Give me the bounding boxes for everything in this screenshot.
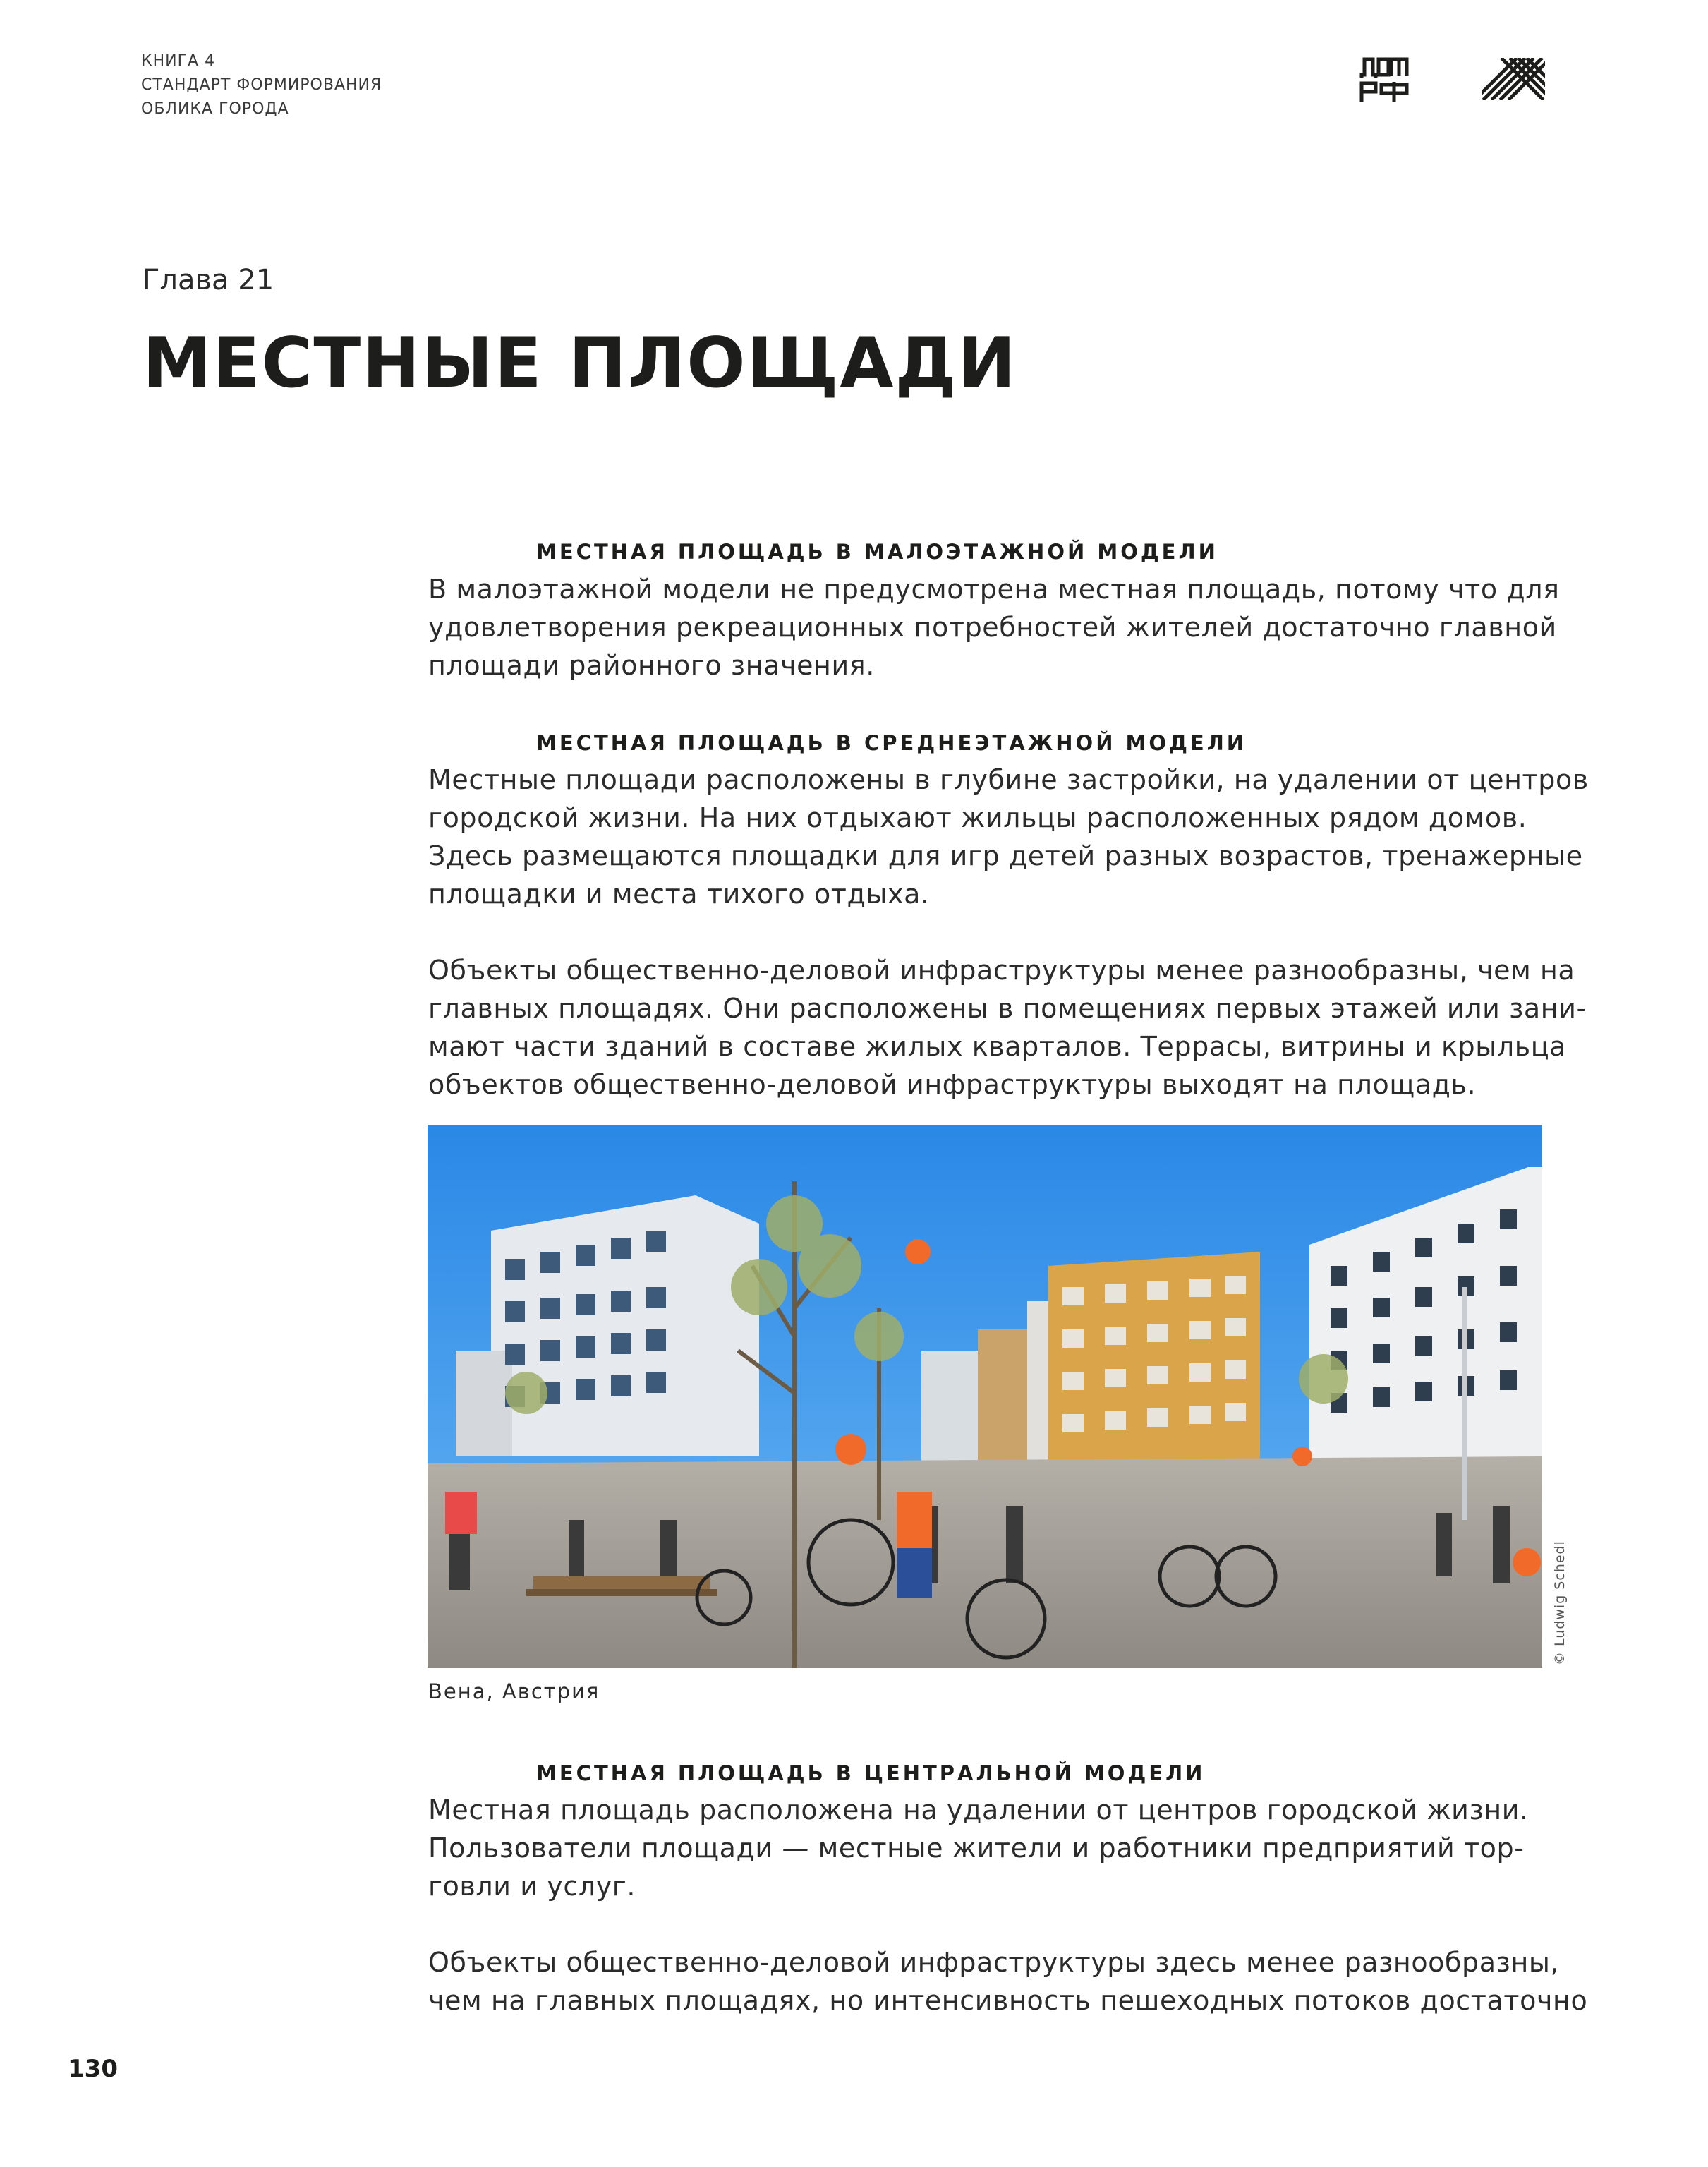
book-label-line-3: ОБЛИКА ГОРОДА xyxy=(141,100,289,118)
text-line: площади районного значения. xyxy=(428,650,875,681)
text-line: мают части зданий в составе жилых кварталов. Террасы, витрины и крыльца xyxy=(428,1031,1567,1062)
section-heading-mid-rise: МЕСТНАЯ ПЛОЩАДЬ В СРЕДНЕЭТАЖНОЙ МОДЕЛИ xyxy=(536,731,1247,755)
text-line: Местные площади расположены в глубине застройки, на удалении от центров xyxy=(428,764,1589,795)
page-number: 130 xyxy=(68,2055,118,2083)
street-photo-vienna xyxy=(428,1125,1542,1668)
text-line: Здесь размещаются площадки для игр детей разных возрастов, тренажерные xyxy=(428,840,1583,871)
photo-credit: © Ludwig Schedl xyxy=(1552,1540,1568,1665)
text-line: В малоэтажной модели не предусмотрена местная площадь, потому что для xyxy=(428,574,1560,605)
text-line: главных площадях. Они расположены в помещениях первых этажей или зани- xyxy=(428,993,1587,1024)
text-line: объектов общественно-деловой инфраструктуры выходят на площадь. xyxy=(428,1069,1477,1100)
dom-rf-logo xyxy=(1359,56,1410,103)
text-line: удовлетворения рекреационных потребностей жителей достаточно главной xyxy=(428,612,1557,643)
text-line: говли и услуг. xyxy=(428,1871,636,1902)
book-label-line-1: КНИГА 4 xyxy=(141,52,216,70)
paragraph-central-2 xyxy=(428,1943,1588,2020)
text-line: Объекты общественно-деловой инфраструктуры здесь менее разнообразны, xyxy=(428,1947,1560,1978)
section-heading-low-rise: МЕСТНАЯ ПЛОЩАДЬ В МАЛОЭТАЖНОЙ МОДЕЛИ xyxy=(536,540,1218,564)
text-line: чем на главных площадях, но интенсивность пешеходных потоков достаточно xyxy=(428,1985,1588,2016)
chapter-label: Глава 21 xyxy=(143,264,274,296)
text-line: Пользователи площади — местные жители и работники предприятий тор- xyxy=(428,1833,1525,1864)
text-line: городской жизни. На них отдыхают жильцы расположенных рядом домов. xyxy=(428,802,1527,833)
text-line: Объекты общественно-деловой инфраструктуры менее разнообразны, чем на xyxy=(428,955,1575,986)
paragraph-central-1 xyxy=(428,1791,1557,1905)
paragraph-low-rise xyxy=(428,570,1560,684)
photo-caption: Вена, Австрия xyxy=(428,1679,600,1703)
page-title: МЕСТНЫЕ ПЛОЩАДИ xyxy=(143,323,1017,404)
text-line: площадки и места тихого отдыха. xyxy=(428,879,930,910)
text-line: Местная площадь расположена на удалении от центров городской жизни. xyxy=(428,1794,1529,1825)
paragraph-mid-rise-2 xyxy=(428,951,1587,1104)
section-heading-central: МЕСТНАЯ ПЛОЩАДЬ В ЦЕНТРАЛЬНОЙ МОДЕЛИ xyxy=(536,1761,1206,1785)
book-label-line-2: СТАНДАРТ ФОРМИРОВАНИЯ xyxy=(141,76,382,94)
diagonal-pattern-icon xyxy=(1482,58,1545,100)
paragraph-mid-rise-1 xyxy=(428,761,1589,913)
